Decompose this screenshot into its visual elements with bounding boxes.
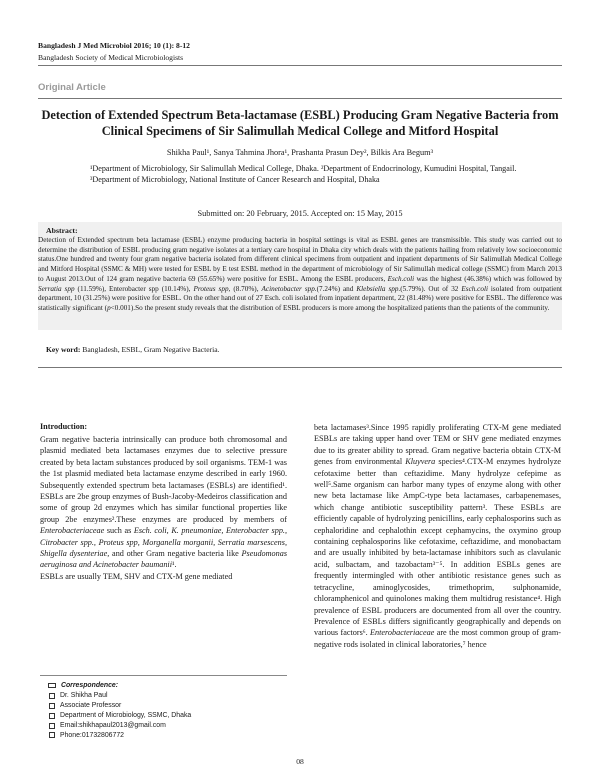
submission-dates: Submitted on: 20 February, 2015. Accepted on: 15 May, 2015 bbox=[197, 209, 403, 218]
intro-paragraph-3: beta lactamases³.Since 1995 rapidly proliferating CTX-M gene mediated ESBLs are taking upper hand over TEM or SHV gene mediated enzymes due to its greater ability to spread. Gram negative bacteria obtain CTX-M genes from environmental Kluyvera species⁴.CTX-M enzymes hydrolyze cefotaxime better than ceftazidime. Many hydrolyze cefepime as well⁵.Same organism can harbor many types of enzyme along with other new beta lactamase like AmpC-type beta lactamases, carbapenemases, which change antibiotic susceptibility pattern³. These ESBLs are efficiently capable of hydrolyzing penicillins, early cephalosporins such as cephaloridine and cephalothin except cephamycins, the oxymino group containing cephalosporins like cefotaxime, ceftazidime, and monobactam and are usually inhibited by beta-lactamase inhibitors such as clavulanic acid, sulbactam, and tazobactam³⁻⁵. In addition ESBLs genes are frequently intermingled with other antibiotic resistance genes such as tetracycline, aminoglycosides, trimethoprim, sulphonamide, chloramphenicol and quinolones making them multidrug resistance⁴. High prevalence of ESBL producers are documented from all over the country. Prevalence of ESBLs differs significantly geographically and depends on various factors⁶. Enterobacteriaceae are the most common group of gram-negative rods isolated in clinical laboratories,⁷ hence bbox=[314, 423, 562, 649]
column-left bbox=[40, 434, 287, 582]
checkbox-icon bbox=[49, 703, 55, 709]
footnote-rule bbox=[40, 675, 287, 676]
intro-paragraph-1: Gram negative bacteria intrinsically can produce both chromosomal and plasmid mediated beta lactamases enzymes due to selective pressure created by beta lactam substances produced by soil organisms. TEM-1 was the 1st plasmid mediated beta lactamase enzyme described in early 1960. Subsequently extended spectrum beta lactamases (ESBLs) are identified¹. ESBLs are 2be group enzymes of Bush-Jacoby-Medeiros classification and some of group 2d enzymes which has similar functional properties like group 2be enzymes².These enzymes are produced by members of Enterobacteriaceae such as Esch. coli, K. pneumoniae, Enterobacter spp., Citrobacter spp., Proteus spp, Morganella morganii, Serratia marsescens, Shigella dysenteriae, and other Gram negative bacteria like Pseudomonas aeruginosa and Acinetobacter baumanii¹. bbox=[40, 435, 288, 570]
paper-title: Detection of Extended Spectrum Beta-lactamase (ESBL) Producing Gram Negative Bacteria from Clinical Specimens of Sir Salimullah Medical College and Mitford Hospital bbox=[41, 108, 559, 138]
checkbox-icon bbox=[49, 713, 55, 719]
column-right bbox=[314, 422, 561, 650]
abstract-heading: Abstract: bbox=[46, 226, 78, 235]
header-rule bbox=[38, 65, 562, 66]
correspondence-block: Correspondence: Dr. Shikha Paul Associate Professor Department of Microbiology, SSMC, Dhaka Email:shikhapaul2013@gmail.com Phone:01732806772 bbox=[48, 681, 191, 740]
keywords-rule bbox=[38, 367, 562, 368]
article-type: Original Article bbox=[38, 82, 106, 93]
affiliations: ¹Department of Microbiology, Sir Salimullah Medical College, Dhaka. ²Department of Endocrinology, Kumudini Hospital, Tangail. ³Department of Microbiology, National Institute of Cancer Research and Hospital, Dhaka bbox=[90, 164, 517, 184]
society-name: Bangladesh Society of Medical Microbiologists bbox=[38, 53, 184, 62]
introduction-heading: Introduction: bbox=[40, 422, 88, 431]
checkbox-icon bbox=[49, 723, 55, 729]
checkbox-icon bbox=[49, 693, 55, 699]
title-rule bbox=[38, 98, 562, 99]
envelope-icon bbox=[48, 683, 56, 688]
abstract-text: Detection of Extended spectrum beta lactamase (ESBL) enzyme producing bacteria in hospital settings is vital as ESBL genes are transmissible. This study was carried out to determine the distribution of ESBL producing gram negative isolates at a tertiary care hospital in Dhaka city which deals with the patients hailing from relatively low socioeconomic status.One hundred and twenty four gram negative bacteria isolated from different clinical specimens from outpatient and inpatient departments of Sir Salimullah Medical College and Mitford Hospital (SSMC & MH) were tested for ESBL by E test ESBL method in the department of microbiology of Sir Salimullah medical college (SSMC) from March 2013 to August 2013.Out of 124 gram negative bacteria 69 (55.65%) were positive for ESBL. Among the ESBL producers, Esch.coli was the highest (46.38%) which was followed by Serratia spp (11.59%), Enterobacter spp (10.14%), Proteus spp, (8.70%), Acinetobacter spp.(7.24%) and Klebsiella spp.(5.79%). Out of 32 Esch.coli isolated from outpatient department, 10 (31.25%) were positive for ESBL. On the other hand out of 27 Esch. coli isolated from inpatient department, 22 (81.48%) were positive for ESBL. The difference was statistically significant (p<0.001).So the present study reveals that the distribution of ESBL producers is more among the hospitalized patients than the patients of the community. bbox=[38, 236, 563, 312]
intro-paragraph-2: ESBLs are usually TEM, SHV and CTX-M gene mediated bbox=[40, 571, 233, 581]
page-number: 08 bbox=[296, 757, 304, 766]
author-list: Shikha Paul¹, Sanya Tahmina Jhora¹, Prashanta Prasun Dey², Bilkis Ara Begum³ bbox=[166, 148, 434, 157]
keywords: Key word: Bangladesh, ESBL, Gram Negative Bacteria. bbox=[46, 345, 220, 354]
checkbox-icon bbox=[49, 732, 55, 738]
journal-citation: Bangladesh J Med Microbiol 2016; 10 (1): 8-12 bbox=[38, 41, 190, 50]
